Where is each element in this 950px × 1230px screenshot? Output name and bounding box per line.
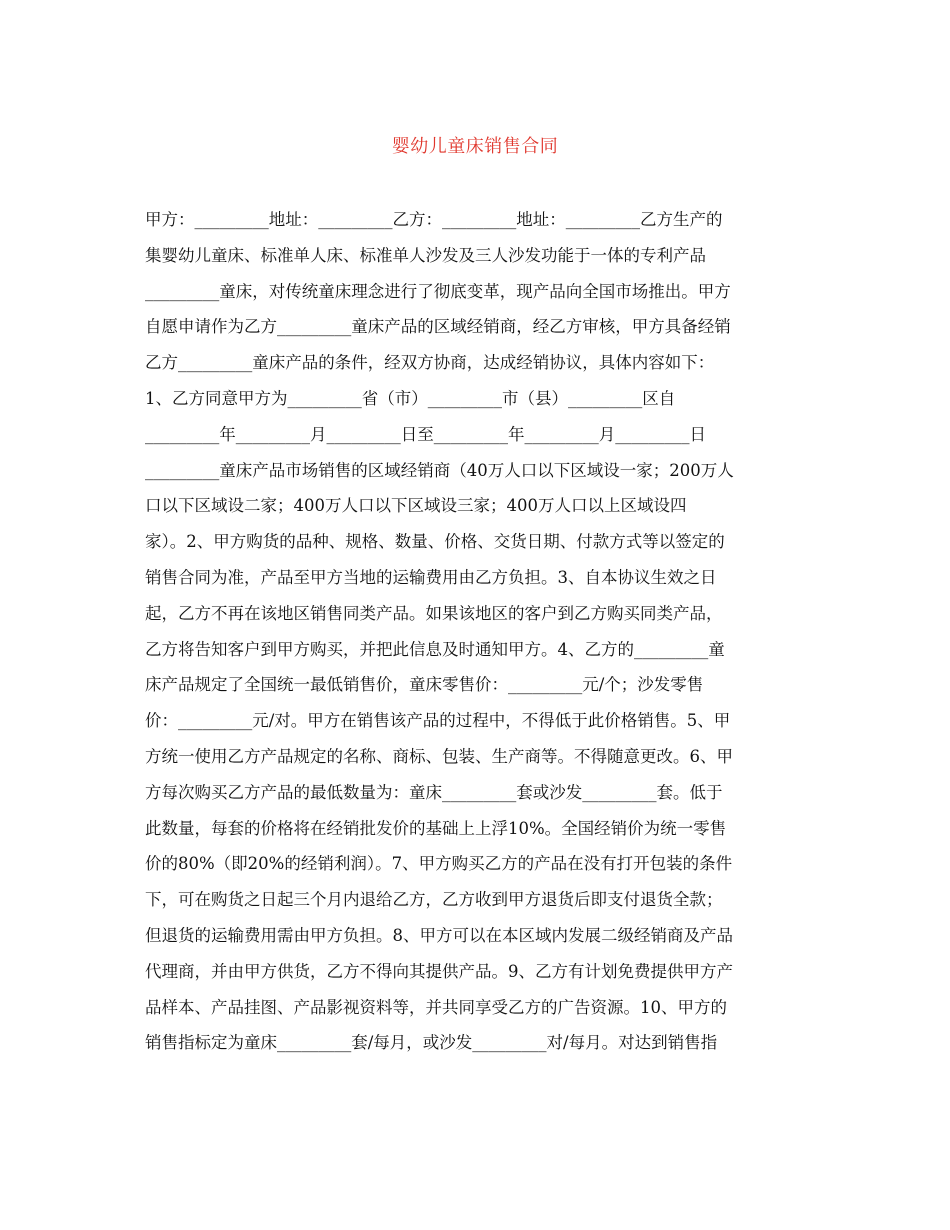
body-line: 价：_________元/对。甲方在销售该产品的过程中，不得低于此价格销售。5、甲 — [145, 711, 731, 731]
body-line: 价的80%（即20%的经销利润）。7、甲方购买乙方的产品在没有打开包装的条件 — [145, 854, 733, 874]
body-line: 起，乙方不再在该地区销售同类产品。如果该地区的客户到乙方购买同类产品， — [145, 603, 723, 623]
body-line: 品样本、产品挂图、产品影视资料等，并共同享受乙方的广告资源。10、甲方的 — [145, 997, 727, 1017]
body-line: _________童床产品市场销售的区域经销商（40万人口以下区域设一家；200万人 — [145, 460, 734, 480]
body-line: _________年_________月_________日至_________年_________月_________日 — [145, 424, 706, 444]
document-title: 婴幼儿童床销售合同 — [391, 136, 559, 157]
body-line: 销售合同为准，产品至甲方当地的运输费用由乙方负担。3、自本协议生效之日 — [145, 567, 717, 587]
body-line: 口以下区域设二家；400万人口以下区域设三家；400万人口以上区域设四 — [145, 496, 687, 516]
contract-body — [145, 202, 810, 1061]
body-line: 代理商，并由甲方供货，乙方不得向其提供产品。9、乙方有计划免费提供甲方产 — [145, 961, 733, 981]
body-line: 方每次购买乙方产品的最低数量为：童床_________套或沙发_________套。低于 — [145, 782, 723, 802]
body-line: 但退货的运输费用需由甲方负担。8、甲方可以在本区域内发展二级经销商及产品 — [145, 925, 733, 945]
body-line: 销售指标定为童床_________套/每月，或沙发_________对/每月。对达到销售指 — [145, 1033, 718, 1053]
body-line: 床产品规定了全国统一最低销售价，童床零售价：_________元/个；沙发零售 — [145, 675, 704, 695]
body-line: 集婴幼儿童床、标准单人床、标准单人沙发及三人沙发功能于一体的专利产品 — [145, 245, 706, 265]
body-line: 乙方将告知客户到甲方购买，并把此信息及时通知甲方。4、乙方的_________童 — [145, 639, 725, 659]
body-line: 家）。2、甲方购货的品种、规格、数量、价格、交货日期、付款方式等以签定的 — [145, 532, 725, 552]
body-line: 1、乙方同意甲方为_________省（市）_________市（县）_________区自 — [145, 388, 676, 408]
body-line: 自愿申请作为乙方_________童床产品的区域经销商，经乙方审核，甲方具备经销 — [145, 317, 731, 337]
body-line: 方统一使用乙方产品规定的名称、商标、包装、生产商等。不得随意更改。6、甲 — [145, 746, 733, 766]
body-line: 下，可在购货之日起三个月内退给乙方，乙方收到甲方退货后即支付退货全款； — [145, 890, 723, 910]
body-line: 乙方_________童床产品的条件，经双方协商，达成经销协议，具体内容如下： — [145, 353, 715, 373]
body-line: _________童床，对传统童床理念进行了彻底变革，现产品向全国市场推出。甲方 — [145, 281, 731, 301]
body-line: 此数量，每套的价格将在经销批发价的基础上上浮10%。全国经销价为统一零售 — [145, 818, 727, 838]
body-line: 甲方：_________地址：_________乙方：_________地址：_________乙方生产的 — [145, 210, 723, 229]
